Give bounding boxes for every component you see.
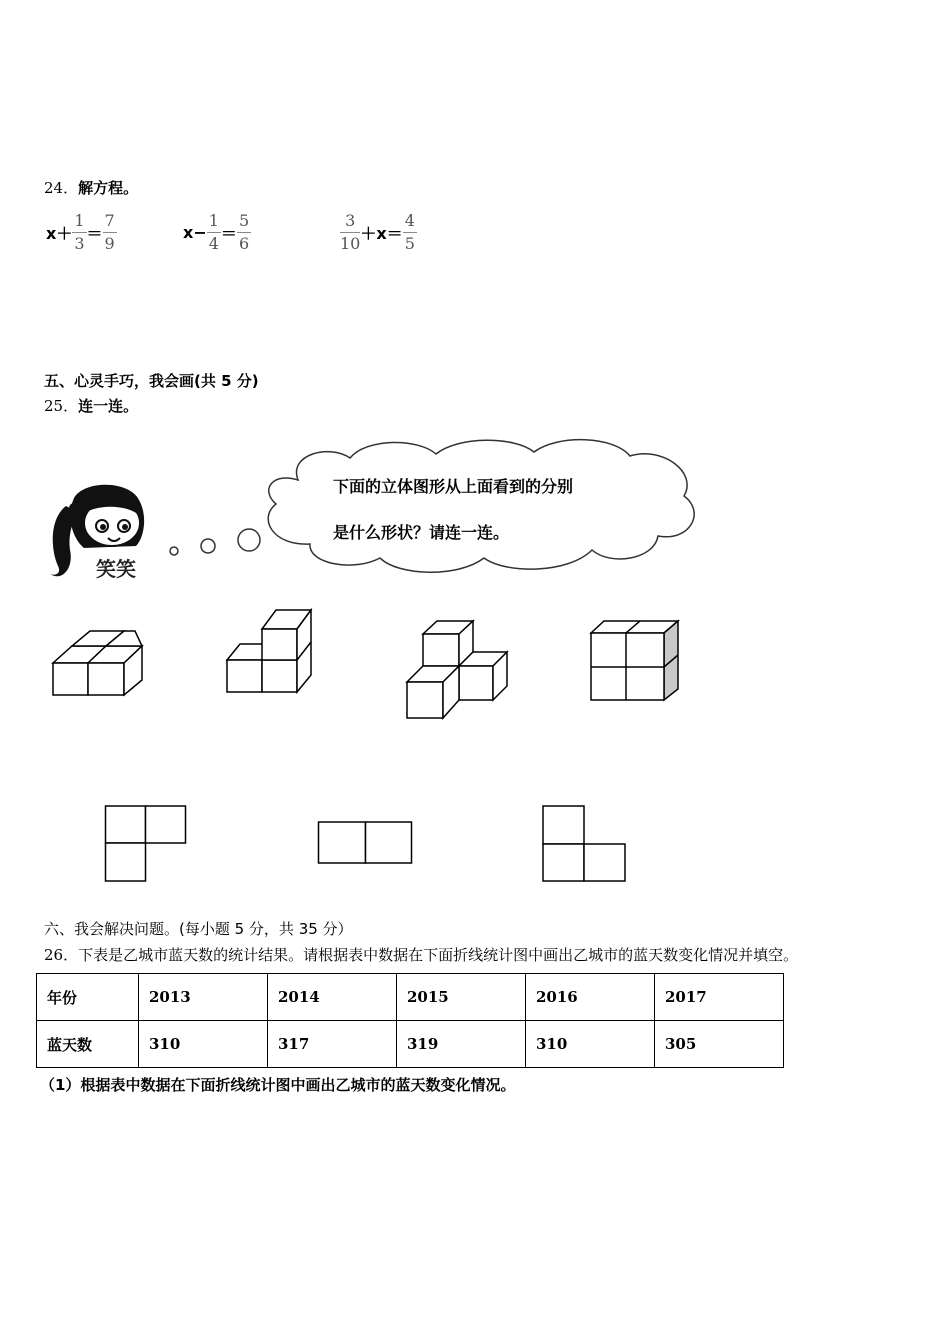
question-title: 解方程。: [78, 179, 139, 197]
question-26-text: [44, 944, 798, 965]
girl-name-label: 笑笑: [96, 557, 136, 581]
fraction: $\frac{1}{3}$: [74, 211, 85, 253]
equation-left: x＋: [46, 224, 73, 243]
table-row: [37, 1021, 784, 1068]
fraction: $\frac{4}{5}$: [404, 211, 415, 253]
thought-dots: [160, 520, 270, 570]
table-cell: 蓝天数: [37, 1021, 139, 1068]
top-view-2: [317, 820, 415, 866]
top-view-1: [104, 804, 188, 884]
bubble-line-1: 下面的立体图形从上面看到的分别: [333, 477, 574, 496]
question-title: 连一连。: [78, 397, 139, 415]
table-cell: 年份: [37, 974, 139, 1021]
table-cell: 319: [397, 1021, 526, 1068]
equation-1: [46, 210, 117, 255]
equation-left: x−: [183, 223, 207, 242]
question-24-heading: [44, 177, 138, 198]
solid-figure-2: [224, 606, 316, 696]
table-cell: 2016: [526, 974, 655, 1021]
section-5-title: 五、心灵手巧，我会画(共 5 分): [44, 372, 259, 390]
equation-middle: ＋x＝: [360, 224, 403, 243]
table-cell: 2017: [655, 974, 784, 1021]
bubble-line-2: 是什么形状？请连一连。: [333, 523, 510, 542]
fraction: $\frac{1}{4}$: [208, 211, 219, 253]
table-cell: 317: [268, 1021, 397, 1068]
table-cell: 310: [139, 1021, 268, 1068]
section-6-title: 六、我会解决问题。(每小题 5 分，共 35 分）: [44, 920, 353, 938]
table-cell: 2015: [397, 974, 526, 1021]
sub-question-1: （1）根据表中数据在下面折线统计图中画出乙城市的蓝天数变化情况。: [40, 1076, 516, 1094]
fraction: $\frac{5}{6}$: [238, 211, 250, 253]
table-row: [37, 974, 784, 1021]
table-cell: 305: [655, 1021, 784, 1068]
equation-3: [340, 210, 417, 255]
table-cell: 2013: [139, 974, 268, 1021]
fraction: $\frac{7}{9}$: [104, 211, 115, 253]
blue-sky-table: [36, 973, 784, 1068]
solid-figure-1: [50, 628, 150, 700]
equals-sign: ＝: [86, 224, 103, 243]
fraction: $\frac{3}{10}$: [340, 211, 361, 253]
question-number: 26．: [44, 946, 79, 964]
equals-sign: ＝: [220, 224, 237, 243]
equation-2: [183, 210, 251, 255]
table-cell: 2014: [268, 974, 397, 1021]
solid-figure-4: [588, 618, 683, 704]
question-25-heading: [44, 395, 138, 416]
thought-cloud: [258, 432, 698, 582]
question-number: 25．: [44, 397, 79, 415]
top-view-3: [541, 804, 629, 884]
solid-figure-3: [403, 618, 515, 722]
table-cell: 310: [526, 1021, 655, 1068]
question-body: 下表是乙城市蓝天数的统计结果。请根据表中数据在下面折线统计图中画出乙城市的蓝天数变化情况并填空。: [78, 946, 799, 964]
question-number: 24．: [44, 179, 79, 197]
